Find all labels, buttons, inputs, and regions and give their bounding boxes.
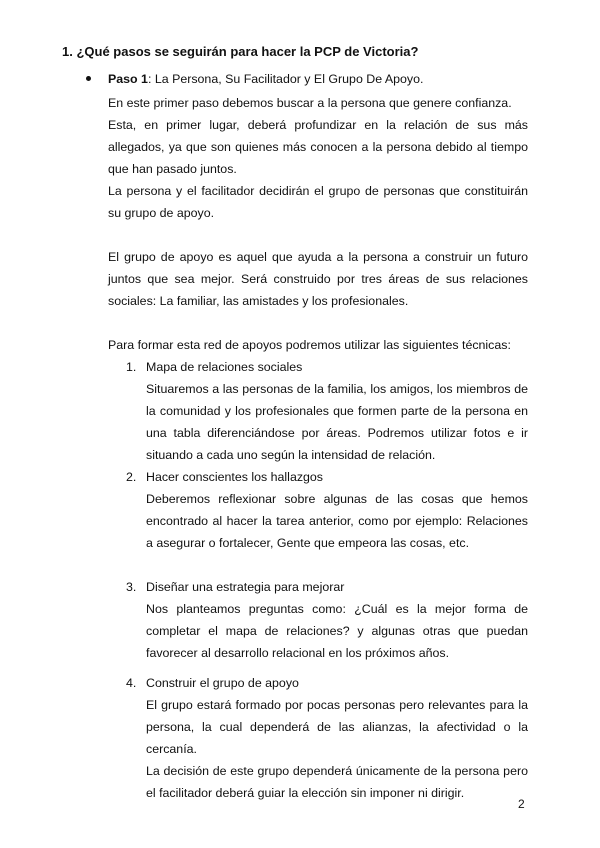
paragraph-intro: En este primer paso debemos buscar a la persona que genere confianza. bbox=[108, 96, 512, 110]
list-item-number: 3. bbox=[126, 580, 137, 594]
list-item-title: Hacer conscientes los hallazgos bbox=[146, 470, 324, 484]
section-heading: 1. ¿Qué pasos se seguirán para hacer la PCP de Victoria? bbox=[62, 44, 419, 59]
bullet-dot-icon bbox=[86, 76, 91, 81]
list-item-title: Diseñar una estrategia para mejorar bbox=[146, 580, 345, 594]
list-item-body: El grupo estará formado por pocas personas pero relevantes para la persona, la cual dependerá de las alianzas, la afectividad o la cercanía. bbox=[146, 698, 528, 756]
list-item-number: 1. bbox=[126, 360, 137, 374]
list-item-body: Deberemos reflexionar sobre algunas de las cosas que hemos encontrado al hacer la tarea anterior, como por ejemplo: Relaciones a asegurar o fortalecer, Gente que empeora las cosas, etc. bbox=[146, 492, 528, 550]
paragraph-support-group: La persona y el facilitador decidirán el grupo de personas que constituirán su grupo de apoyo. bbox=[108, 184, 528, 220]
list-item-title: Mapa de relaciones sociales bbox=[146, 360, 303, 374]
list-item-title: Construir el grupo de apoyo bbox=[146, 676, 299, 690]
paragraph-support-definition: El grupo de apoyo es aquel que ayuda a la persona a construir un futuro juntos que sea mejor. Será construido por tres áreas de sus relaciones sociales: La familiar, las amistades y los profesionales. bbox=[108, 250, 528, 308]
paragraph-closeness: Esta, en primer lugar, deberá profundizar en la relación de sus más allegados, ya que son quienes más conocen a la persona debido al tiempo que han pasado juntos. bbox=[108, 118, 528, 176]
list-item-body: Situaremos a las personas de la familia, los amigos, los miembros de la comunidad y los profesionales que formen parte de la persona en una tabla diferenciándose por áreas. Podremos utilizar fotos e ir situando a cada uno según la intensidad de relación. bbox=[146, 382, 528, 462]
step-label: Paso 1 bbox=[108, 72, 148, 86]
list-item-body-continued: La decisión de este grupo dependerá únicamente de la persona pero el facilitador deberá guiar la elección sin imponer ni dirigir. bbox=[146, 764, 528, 800]
step-title: : La Persona, Su Facilitador y El Grupo De Apoyo. bbox=[147, 72, 424, 86]
step-heading bbox=[108, 70, 423, 88]
page-number: 2 bbox=[518, 797, 525, 811]
list-item-number: 2. bbox=[126, 470, 137, 484]
list-item-body: Nos planteamos preguntas como: ¿Cuál es la mejor forma de completar el mapa de relaciones? y algunas otras que puedan favorecer al desarrollo relacional en los próximos años. bbox=[146, 602, 528, 660]
paragraph-techniques-intro: Para formar esta red de apoyos podremos utilizar las siguientes técnicas: bbox=[108, 338, 511, 352]
list-item-number: 4. bbox=[126, 676, 137, 690]
